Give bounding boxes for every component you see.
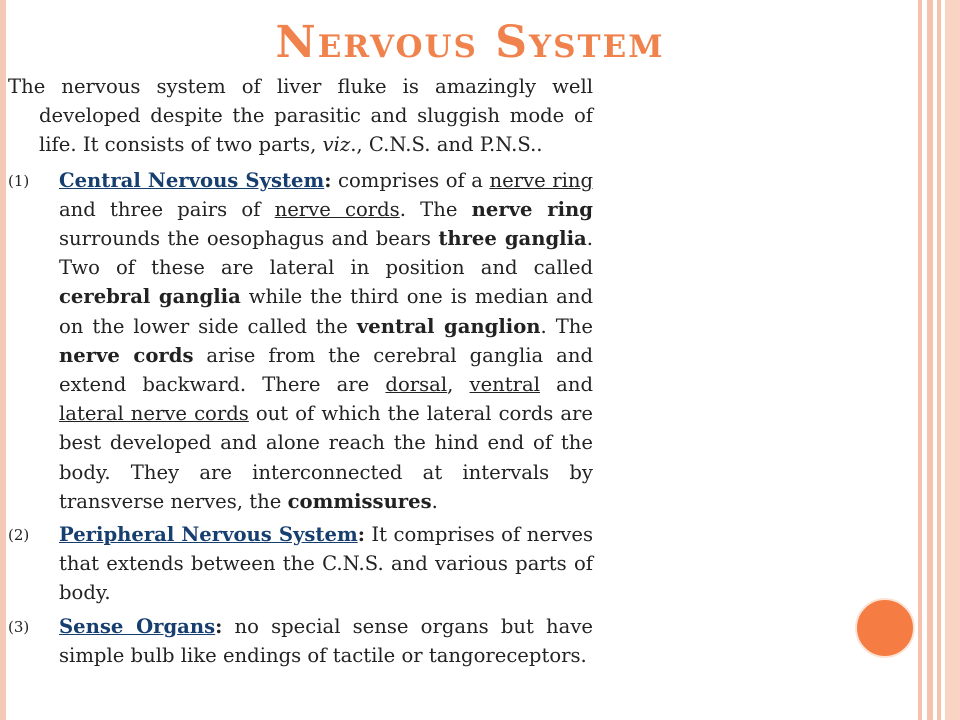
intro-viz: viz: [322, 133, 351, 157]
text: out of which the lateral cords are best developed and alone reach the hind end of the body. They are interconnected at intervals by transverse nerves, the: [59, 402, 593, 513]
term-ventral: ventral: [469, 373, 540, 397]
text: surrounds the oesophagus and bears: [59, 227, 439, 251]
term-bold: nerve cords: [59, 343, 194, 367]
text: ,: [447, 373, 470, 397]
item-text: no special sense organs but have simple bulb like endings of tactile or tangoreceptors.: [59, 614, 593, 667]
term-nerve-cords: nerve cords: [274, 197, 400, 221]
term-nerve-ring: nerve ring: [489, 168, 593, 192]
text: . The: [399, 197, 472, 221]
term-bold: commissures: [287, 489, 432, 513]
slide-content: [8, 72, 593, 674]
text: .: [431, 489, 438, 513]
list-item-sense-organs: [8, 612, 593, 670]
text: and three pairs of: [59, 197, 275, 221]
term-bold: three ganglia: [438, 227, 587, 251]
text: while the third one is median and on the lower side called the: [59, 285, 593, 338]
text: . The: [540, 314, 594, 338]
item-heading: Central Nervous System: [59, 168, 325, 192]
text: and: [540, 373, 593, 397]
item-number: (3): [8, 617, 30, 636]
right-border-decoration: [918, 0, 960, 720]
text: arise from the cerebral ganglia and extend backward. There are: [59, 343, 593, 397]
left-border-decoration: [0, 0, 6, 720]
item-number: (1): [8, 171, 30, 190]
item-heading: Sense Organs: [59, 614, 216, 638]
orange-circle-decoration: [855, 598, 915, 658]
intro-paragraph: [8, 72, 593, 160]
term-bold: cerebral ganglia: [59, 285, 241, 309]
intro-text-end: ., C.N.S. and P.N.S..: [350, 133, 543, 157]
text: comprises of a: [331, 168, 490, 192]
term-dorsal: dorsal: [385, 373, 448, 397]
item-colon: :: [215, 614, 223, 638]
page-title: Nervous System: [275, 17, 665, 68]
intro-text: The nervous system of liver fluke is amazingly well developed despite the parasitic and sluggish mode of life. It consists of two parts,: [8, 75, 593, 157]
term-lateral-nerve-cords: lateral nerve cords: [59, 402, 249, 426]
item-text: It comprises of nerves that extends between the C.N.S. and various parts of body.: [59, 523, 593, 605]
term-bold: nerve ring: [471, 197, 593, 221]
item-colon: :: [357, 523, 365, 547]
item-number: (2): [8, 526, 30, 545]
item-heading: Peripheral Nervous System: [59, 523, 358, 547]
list-item-central: [8, 166, 593, 516]
item-colon: :: [324, 168, 332, 192]
text: . Two of these are lateral in position and called: [59, 227, 593, 280]
term-bold: ventral ganglion: [356, 314, 541, 338]
list-item-peripheral: [8, 520, 593, 608]
